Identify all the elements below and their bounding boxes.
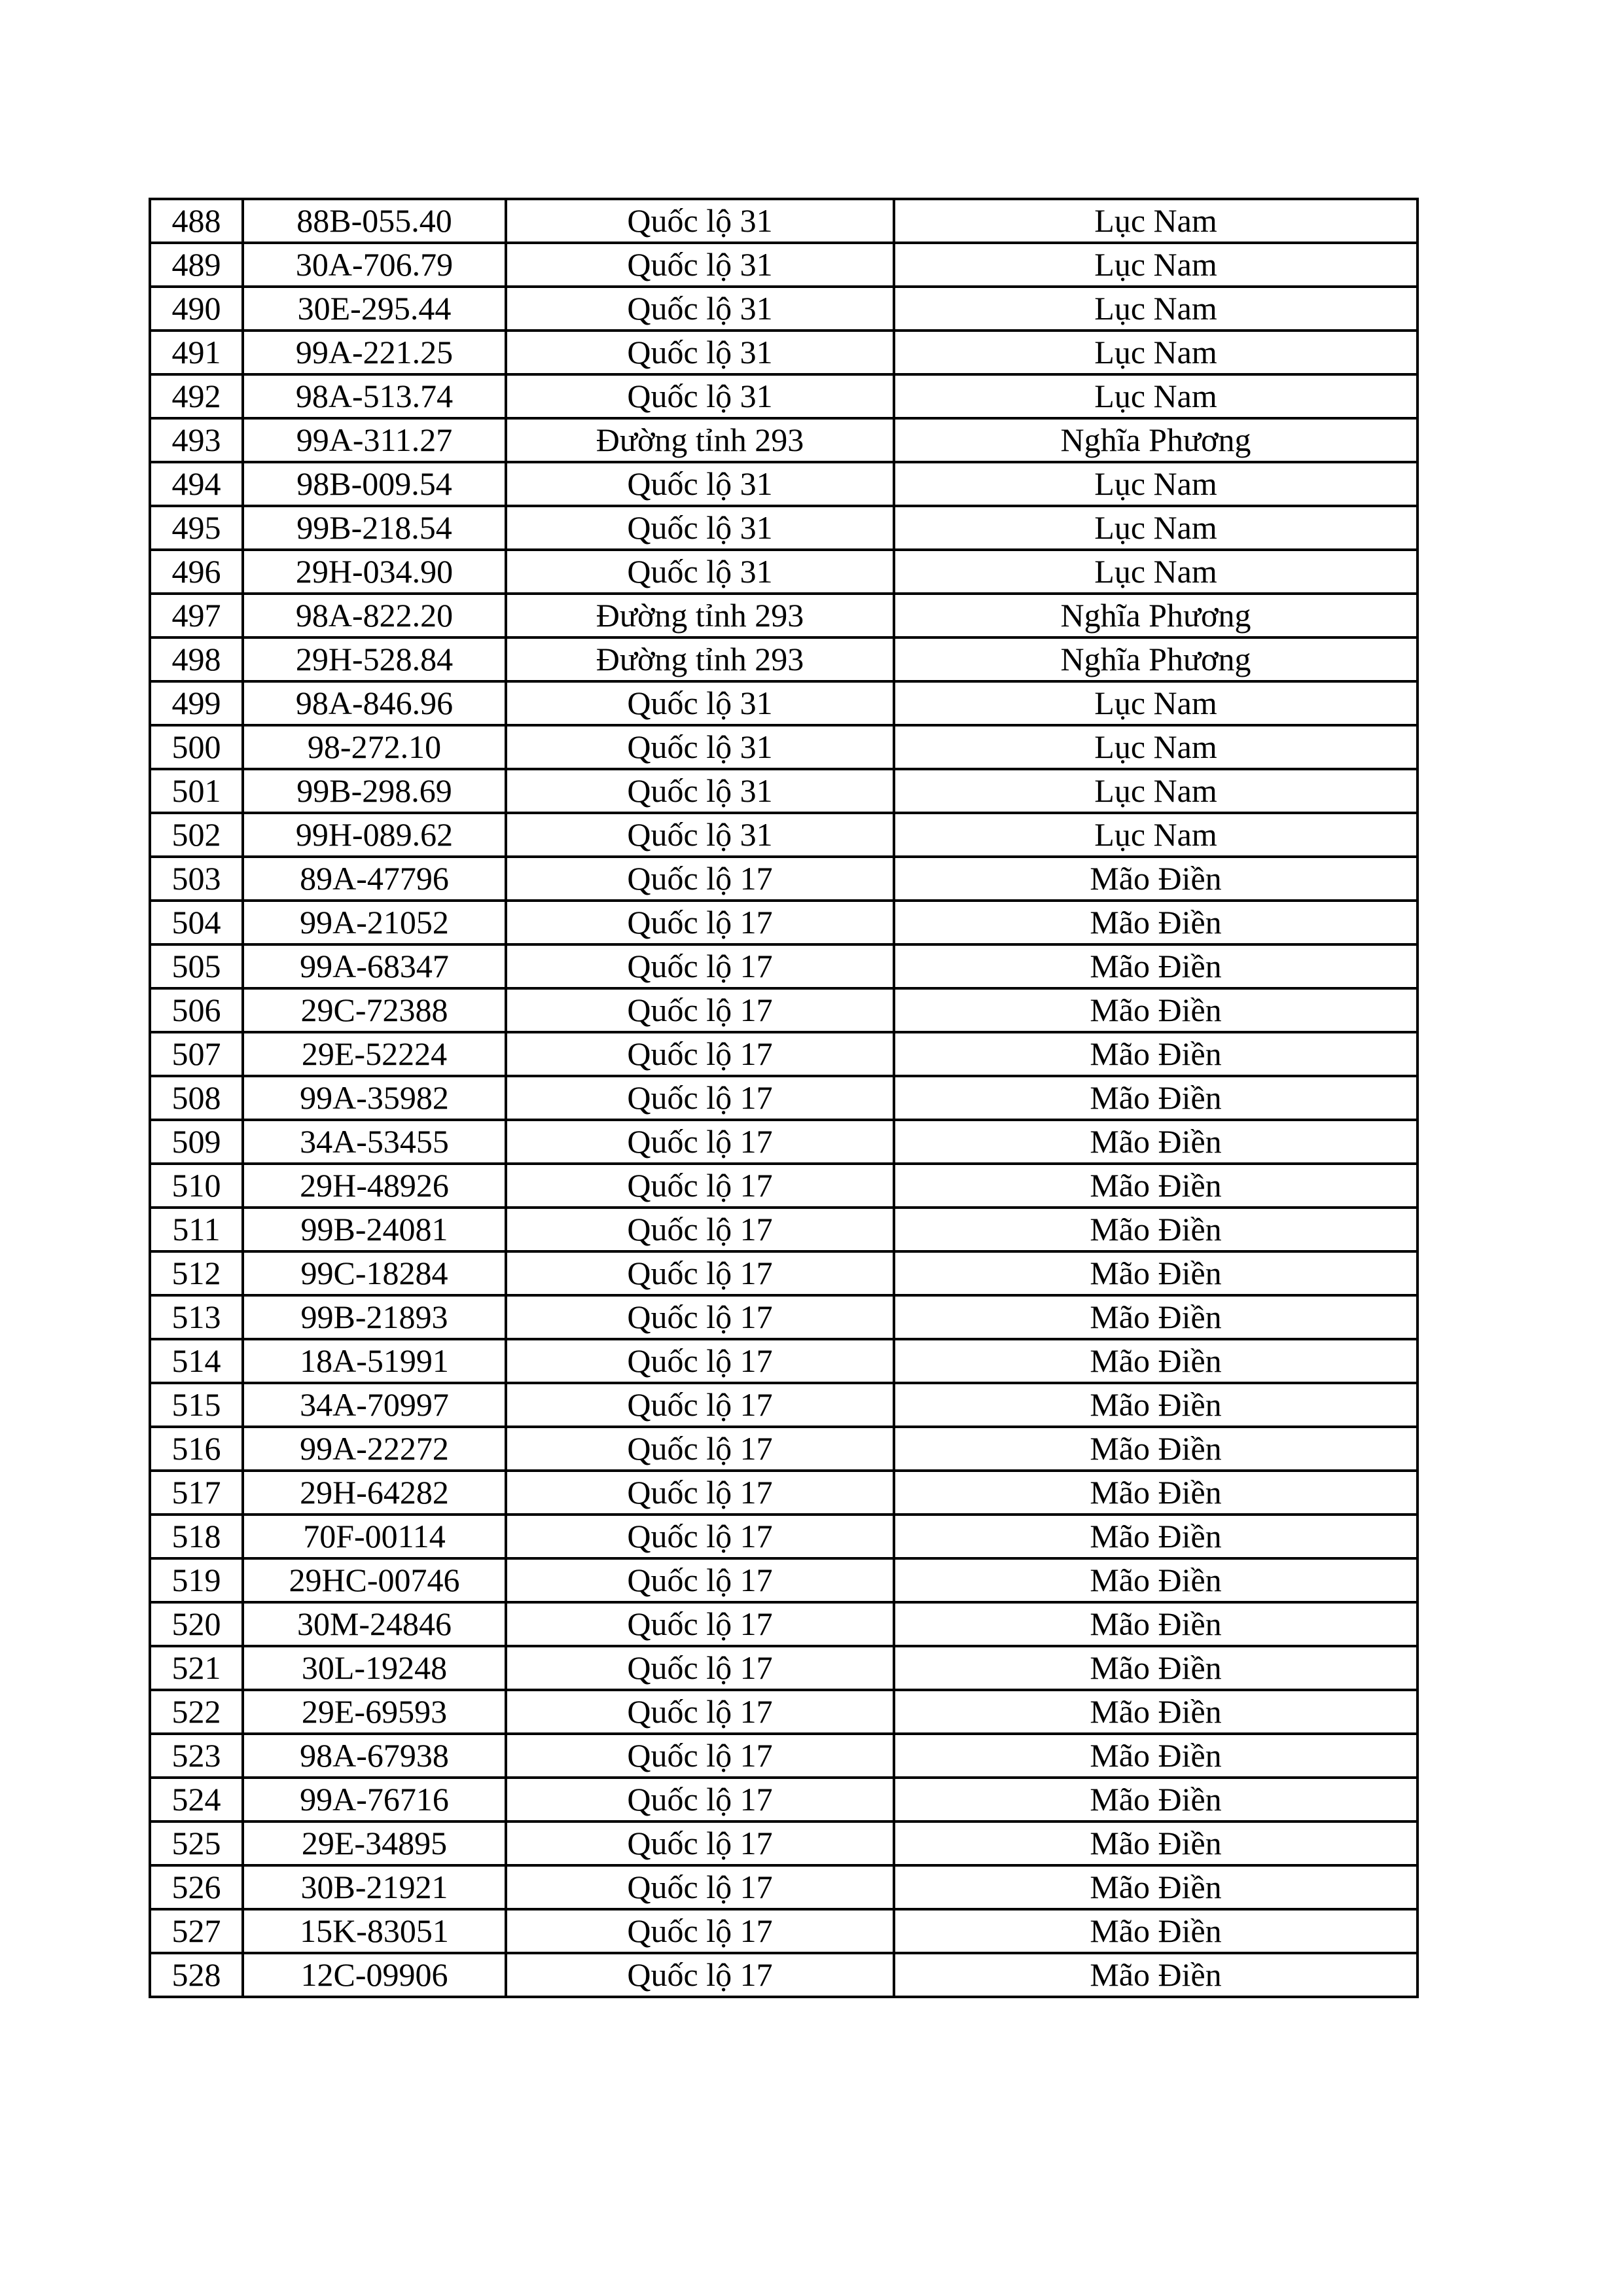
license-plate-cell: 29H-48926	[243, 1164, 506, 1208]
table-row	[150, 1076, 1418, 1120]
license-plate-cell: 99C-18284	[243, 1251, 506, 1295]
license-plate-cell: 30M-24846	[243, 1602, 506, 1646]
location-cell: Mão Điền	[894, 988, 1418, 1032]
road-cell: Quốc lộ 17	[506, 1339, 894, 1383]
table-row	[150, 901, 1418, 944]
location-cell: Mão Điền	[894, 1953, 1418, 1997]
table-row	[150, 1471, 1418, 1515]
license-plate-cell: 29H-034.90	[243, 550, 506, 594]
location-cell: Lục Nam	[894, 374, 1418, 418]
license-plate-cell: 99A-22272	[243, 1427, 506, 1471]
table-row	[150, 1602, 1418, 1646]
location-cell: Mão Điền	[894, 1164, 1418, 1208]
row-number-cell: 515	[150, 1383, 243, 1427]
table-row	[150, 1208, 1418, 1251]
table-row	[150, 550, 1418, 594]
table-row	[150, 725, 1418, 769]
road-cell: Quốc lộ 17	[506, 1295, 894, 1339]
table-row	[150, 769, 1418, 813]
road-cell: Quốc lộ 17	[506, 1383, 894, 1427]
road-cell: Quốc lộ 17	[506, 988, 894, 1032]
license-plate-cell: 98B-009.54	[243, 462, 506, 506]
row-number-cell: 491	[150, 331, 243, 374]
road-cell: Quốc lộ 17	[506, 1427, 894, 1471]
row-number-cell: 496	[150, 550, 243, 594]
road-cell: Quốc lộ 17	[506, 1164, 894, 1208]
location-cell: Lục Nam	[894, 813, 1418, 857]
road-cell: Quốc lộ 17	[506, 1515, 894, 1558]
table-row	[150, 243, 1418, 287]
row-number-cell: 525	[150, 1821, 243, 1865]
license-plate-cell: 15K-83051	[243, 1909, 506, 1953]
license-plate-cell: 99B-298.69	[243, 769, 506, 813]
location-cell: Mão Điền	[894, 1295, 1418, 1339]
table-row	[150, 1865, 1418, 1909]
row-number-cell: 503	[150, 857, 243, 901]
location-cell: Mão Điền	[894, 944, 1418, 988]
license-plate-cell: 99A-311.27	[243, 418, 506, 462]
road-cell: Quốc lộ 17	[506, 901, 894, 944]
location-cell: Lục Nam	[894, 506, 1418, 550]
road-cell: Quốc lộ 17	[506, 1471, 894, 1515]
table-row	[150, 1339, 1418, 1383]
license-plate-cell: 29C-72388	[243, 988, 506, 1032]
table-row	[150, 1690, 1418, 1734]
table-row	[150, 1778, 1418, 1821]
license-plate-cell: 99A-68347	[243, 944, 506, 988]
location-cell: Mão Điền	[894, 857, 1418, 901]
table-row	[150, 374, 1418, 418]
license-plate-cell: 99A-76716	[243, 1778, 506, 1821]
row-number-cell: 522	[150, 1690, 243, 1734]
table-row	[150, 418, 1418, 462]
table-row	[150, 1909, 1418, 1953]
road-cell: Quốc lộ 17	[506, 1602, 894, 1646]
road-cell: Quốc lộ 31	[506, 243, 894, 287]
license-plate-cell: 99H-089.62	[243, 813, 506, 857]
location-cell: Mão Điền	[894, 1734, 1418, 1778]
road-cell: Quốc lộ 17	[506, 1909, 894, 1953]
violation-table	[149, 198, 1419, 1998]
road-cell: Quốc lộ 31	[506, 681, 894, 725]
row-number-cell: 513	[150, 1295, 243, 1339]
road-cell: Quốc lộ 17	[506, 1646, 894, 1690]
license-plate-cell: 98A-513.74	[243, 374, 506, 418]
license-plate-cell: 99B-24081	[243, 1208, 506, 1251]
road-cell: Quốc lộ 31	[506, 374, 894, 418]
table-row	[150, 287, 1418, 331]
road-cell: Quốc lộ 31	[506, 462, 894, 506]
location-cell: Mão Điền	[894, 1076, 1418, 1120]
location-cell: Lục Nam	[894, 243, 1418, 287]
location-cell: Lục Nam	[894, 199, 1418, 243]
table-row	[150, 1558, 1418, 1602]
row-number-cell: 502	[150, 813, 243, 857]
row-number-cell: 524	[150, 1778, 243, 1821]
road-cell: Quốc lộ 17	[506, 1558, 894, 1602]
row-number-cell: 518	[150, 1515, 243, 1558]
row-number-cell: 519	[150, 1558, 243, 1602]
table-row	[150, 199, 1418, 243]
table-row	[150, 1032, 1418, 1076]
location-cell: Mão Điền	[894, 1383, 1418, 1427]
row-number-cell: 523	[150, 1734, 243, 1778]
license-plate-cell: 29E-69593	[243, 1690, 506, 1734]
license-plate-cell: 34A-70997	[243, 1383, 506, 1427]
row-number-cell: 514	[150, 1339, 243, 1383]
location-cell: Nghĩa Phương	[894, 418, 1418, 462]
road-cell: Quốc lộ 31	[506, 769, 894, 813]
location-cell: Lục Nam	[894, 725, 1418, 769]
road-cell: Quốc lộ 17	[506, 1690, 894, 1734]
row-number-cell: 526	[150, 1865, 243, 1909]
road-cell: Đường tỉnh 293	[506, 418, 894, 462]
location-cell: Mão Điền	[894, 1646, 1418, 1690]
row-number-cell: 495	[150, 506, 243, 550]
row-number-cell: 508	[150, 1076, 243, 1120]
license-plate-cell: 88B-055.40	[243, 199, 506, 243]
license-plate-cell: 34A-53455	[243, 1120, 506, 1164]
location-cell: Mão Điền	[894, 1558, 1418, 1602]
license-plate-cell: 98A-67938	[243, 1734, 506, 1778]
location-cell: Mão Điền	[894, 1602, 1418, 1646]
road-cell: Quốc lộ 17	[506, 1251, 894, 1295]
table-row	[150, 1734, 1418, 1778]
table-row	[150, 1646, 1418, 1690]
location-cell: Mão Điền	[894, 1515, 1418, 1558]
table-row	[150, 637, 1418, 681]
table-row	[150, 1383, 1418, 1427]
location-cell: Mão Điền	[894, 1427, 1418, 1471]
row-number-cell: 490	[150, 287, 243, 331]
road-cell: Quốc lộ 17	[506, 1734, 894, 1778]
location-cell: Lục Nam	[894, 287, 1418, 331]
row-number-cell: 509	[150, 1120, 243, 1164]
license-plate-cell: 99B-218.54	[243, 506, 506, 550]
license-plate-cell: 99B-21893	[243, 1295, 506, 1339]
license-plate-cell: 29H-528.84	[243, 637, 506, 681]
license-plate-cell: 12C-09906	[243, 1953, 506, 1997]
row-number-cell: 517	[150, 1471, 243, 1515]
road-cell: Quốc lộ 17	[506, 944, 894, 988]
table-row	[150, 462, 1418, 506]
table-row	[150, 681, 1418, 725]
license-plate-cell: 89A-47796	[243, 857, 506, 901]
road-cell: Quốc lộ 31	[506, 506, 894, 550]
license-plate-cell: 30A-706.79	[243, 243, 506, 287]
location-cell: Lục Nam	[894, 550, 1418, 594]
table-row	[150, 506, 1418, 550]
table-row	[150, 813, 1418, 857]
license-plate-cell: 30E-295.44	[243, 287, 506, 331]
table-row	[150, 1821, 1418, 1865]
location-cell: Mão Điền	[894, 1690, 1418, 1734]
location-cell: Nghĩa Phương	[894, 637, 1418, 681]
table-row	[150, 1164, 1418, 1208]
row-number-cell: 511	[150, 1208, 243, 1251]
location-cell: Mão Điền	[894, 1251, 1418, 1295]
road-cell: Quốc lộ 31	[506, 287, 894, 331]
location-cell: Mão Điền	[894, 1909, 1418, 1953]
location-cell: Lục Nam	[894, 681, 1418, 725]
road-cell: Quốc lộ 31	[506, 550, 894, 594]
location-cell: Mão Điền	[894, 1778, 1418, 1821]
row-number-cell: 504	[150, 901, 243, 944]
row-number-cell: 500	[150, 725, 243, 769]
license-plate-cell: 29H-64282	[243, 1471, 506, 1515]
table-row	[150, 1953, 1418, 1997]
license-plate-cell: 29HC-00746	[243, 1558, 506, 1602]
road-cell: Quốc lộ 17	[506, 1076, 894, 1120]
location-cell: Nghĩa Phương	[894, 594, 1418, 637]
location-cell: Mão Điền	[894, 1865, 1418, 1909]
row-number-cell: 488	[150, 199, 243, 243]
row-number-cell: 506	[150, 988, 243, 1032]
table-row	[150, 857, 1418, 901]
license-plate-cell: 98A-822.20	[243, 594, 506, 637]
location-cell: Mão Điền	[894, 1471, 1418, 1515]
license-plate-cell: 98-272.10	[243, 725, 506, 769]
row-number-cell: 527	[150, 1909, 243, 1953]
row-number-cell: 494	[150, 462, 243, 506]
table-row	[150, 1251, 1418, 1295]
table-body	[150, 199, 1418, 1997]
location-cell: Mão Điền	[894, 901, 1418, 944]
road-cell: Quốc lộ 17	[506, 857, 894, 901]
row-number-cell: 501	[150, 769, 243, 813]
row-number-cell: 489	[150, 243, 243, 287]
location-cell: Mão Điền	[894, 1120, 1418, 1164]
license-plate-cell: 30L-19248	[243, 1646, 506, 1690]
license-plate-cell: 98A-846.96	[243, 681, 506, 725]
location-cell: Lục Nam	[894, 331, 1418, 374]
location-cell: Lục Nam	[894, 462, 1418, 506]
license-plate-cell: 29E-34895	[243, 1821, 506, 1865]
row-number-cell: 498	[150, 637, 243, 681]
license-plate-cell: 99A-21052	[243, 901, 506, 944]
row-number-cell: 493	[150, 418, 243, 462]
location-cell: Mão Điền	[894, 1032, 1418, 1076]
row-number-cell: 505	[150, 944, 243, 988]
table-row	[150, 331, 1418, 374]
row-number-cell: 507	[150, 1032, 243, 1076]
row-number-cell: 528	[150, 1953, 243, 1997]
license-plate-cell: 99A-35982	[243, 1076, 506, 1120]
row-number-cell: 499	[150, 681, 243, 725]
license-plate-cell: 70F-00114	[243, 1515, 506, 1558]
row-number-cell: 516	[150, 1427, 243, 1471]
table-row	[150, 988, 1418, 1032]
road-cell: Quốc lộ 31	[506, 725, 894, 769]
license-plate-cell: 29E-52224	[243, 1032, 506, 1076]
location-cell: Mão Điền	[894, 1821, 1418, 1865]
road-cell: Quốc lộ 31	[506, 331, 894, 374]
license-plate-cell: 30B-21921	[243, 1865, 506, 1909]
table-row	[150, 944, 1418, 988]
row-number-cell: 512	[150, 1251, 243, 1295]
road-cell: Quốc lộ 17	[506, 1778, 894, 1821]
location-cell: Mão Điền	[894, 1339, 1418, 1383]
table-row	[150, 1295, 1418, 1339]
table-row	[150, 1427, 1418, 1471]
table-row	[150, 1515, 1418, 1558]
location-cell: Mão Điền	[894, 1208, 1418, 1251]
row-number-cell: 521	[150, 1646, 243, 1690]
road-cell: Quốc lộ 17	[506, 1208, 894, 1251]
road-cell: Quốc lộ 31	[506, 199, 894, 243]
road-cell: Quốc lộ 17	[506, 1821, 894, 1865]
row-number-cell: 492	[150, 374, 243, 418]
road-cell: Quốc lộ 31	[506, 813, 894, 857]
row-number-cell: 510	[150, 1164, 243, 1208]
row-number-cell: 520	[150, 1602, 243, 1646]
table-row	[150, 1120, 1418, 1164]
road-cell: Quốc lộ 17	[506, 1865, 894, 1909]
road-cell: Đường tỉnh 293	[506, 637, 894, 681]
location-cell: Lục Nam	[894, 769, 1418, 813]
road-cell: Quốc lộ 17	[506, 1120, 894, 1164]
road-cell: Quốc lộ 17	[506, 1953, 894, 1997]
license-plate-cell: 18A-51991	[243, 1339, 506, 1383]
table-row	[150, 594, 1418, 637]
road-cell: Đường tỉnh 293	[506, 594, 894, 637]
license-plate-cell: 99A-221.25	[243, 331, 506, 374]
road-cell: Quốc lộ 17	[506, 1032, 894, 1076]
row-number-cell: 497	[150, 594, 243, 637]
